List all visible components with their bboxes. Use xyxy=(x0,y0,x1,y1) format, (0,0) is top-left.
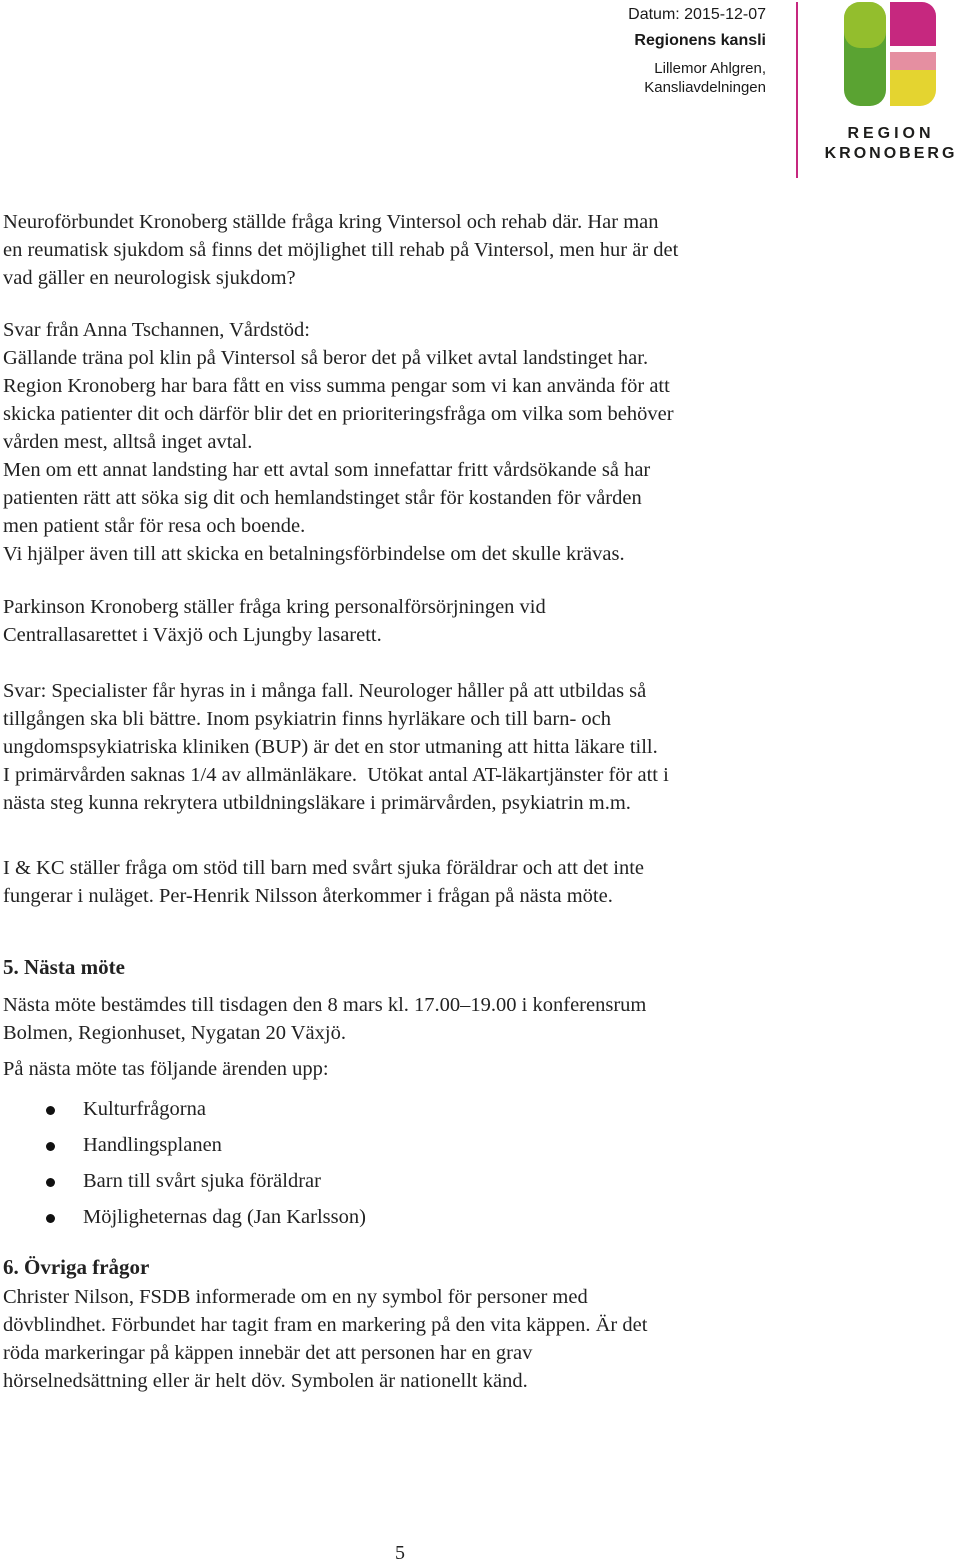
section-6-text: Christer Nilson, FSDB informerade om en ny symbol för personer med dövblindhet. Förbundet har tagit fram en markering på den vita käppen. Är det röda markeringar på käppen innebär det att personen har en grav hörselnedsättning eller är helt döv. Symbolen är nationellt känd. xyxy=(3,1286,648,1392)
bullet-icon xyxy=(46,1142,55,1151)
bullet-icon xyxy=(46,1214,55,1223)
logo-wordmark xyxy=(822,124,960,164)
region-kronoberg-logo-icon xyxy=(830,0,940,110)
list-item: Handlingsplanen xyxy=(0,1128,366,1164)
answer-vardstod: Svar från Anna Tschannen, Vårdstöd: Gällande träna pol klin på Vintersol så beror det på vilket avtal landstinget har. Region Kronoberg har bara fått en viss summa pengar som vi kan använda för att skicka patienter dit och därför blir det en prioriteringsfråga om vilka som behöver vården mest, alltså inget avtal. Men om ett annat landsting har ett avtal som innefattar fritt vårdsökande så har patienten rätt att söka sig dit och hemlandstinget står för kostanden för vården men patient står för resa och boende. Vi hjälper även till att skicka en betalningsförbindelse om det skulle krävas. xyxy=(3,319,674,565)
header-divider xyxy=(796,2,798,178)
question-parkinson: Parkinson Kronoberg ställer fråga kring personalförsörjningen vid Centrallasarettet i Växjö och Ljungby lasarett. xyxy=(3,596,546,646)
agenda-list xyxy=(0,1092,366,1236)
bullet-icon xyxy=(46,1178,55,1187)
author-name: Lillemor Ahlgren, xyxy=(654,60,766,77)
page-number: 5 xyxy=(395,1542,405,1564)
question-ikc: I & KC ställer fråga om stöd till barn med svårt sjuka föräldrar och att det inte fungerar i nuläget. Per-Henrik Nilsson återkommer i frågan på nästa möte. xyxy=(3,857,645,907)
logo-line-2: KRONOBERG xyxy=(824,145,958,162)
question-neuroforbundet: Neuroförbundet Kronoberg ställde fråga kring Vintersol och rehab där. Har man en reumatisk sjukdom så finns det möjlighet till rehab på Vintersol, men hur är det vad gäller en neurologisk sjukdom? xyxy=(3,211,679,289)
list-item: Barn till svårt sjuka föräldrar xyxy=(0,1164,366,1200)
list-item: Kulturfrågorna xyxy=(0,1092,366,1128)
section-6-heading: 6. Övriga frågor xyxy=(3,1255,150,1279)
bullet-icon xyxy=(46,1106,55,1115)
list-item: Möjligheternas dag (Jan Karlsson) xyxy=(0,1200,366,1236)
logo-line-1: REGION xyxy=(847,125,935,142)
answer-specialister: Svar: Specialister får hyras in i många fall. Neurologer håller på att utbildas så tillgången ska bli bättre. Inom psykiatrin finns hyrläkare och till barn- och ungdomspsykiatriska kliniken (BUP) är det en stor utmaning att hitta läkare till. I primärvården saknas 1/4 av allmänläkare. Utökat antal AT-läkartjänster för att i nästa steg kunna rekrytera utbildningsläkare i primärvården, psykiatrin m.m. xyxy=(3,680,669,814)
department-name: Regionens kansli xyxy=(634,32,766,49)
section-5-text: Nästa möte bestämdes till tisdagen den 8 mars kl. 17.00–19.00 i konferensrum Bolmen, Regionhuset, Nygatan 20 Växjö. xyxy=(3,994,647,1044)
agenda-intro: På nästa möte tas följande ärenden upp: xyxy=(3,1058,329,1080)
author-unit: Kansliavdelningen xyxy=(644,79,766,96)
section-5-heading: 5. Nästa möte xyxy=(3,955,125,979)
author-block xyxy=(644,59,766,97)
document-date: Datum: 2015-12-07 xyxy=(628,6,766,23)
